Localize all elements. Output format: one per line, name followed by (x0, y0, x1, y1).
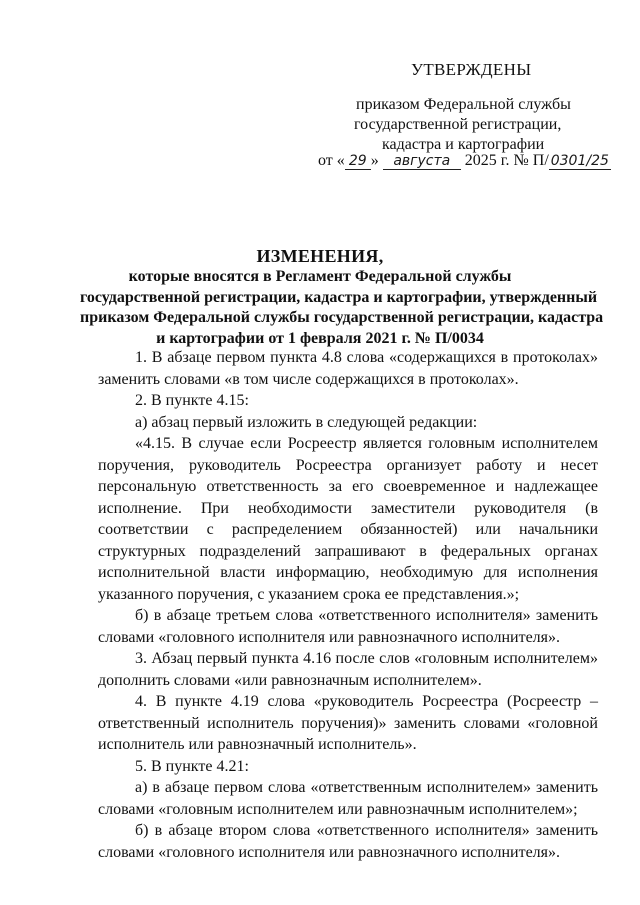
paragraph-6: 3. Абзац первый пункта 4.16 после слов «головным исполнителем» дополнить словами «или равнозначным исполнителем». (98, 650, 598, 689)
paragraph-5: б) в абзаце третьем слова «ответственного исполнителя» заменить словами «головного исполнителя или равнозначного исполнителя». (98, 607, 598, 646)
paragraph-10: б) в абзаце втором слова «ответственного исполнителя» заменить словами «головного исполнителя или равнозначного исполнителя». (98, 822, 598, 861)
year-and-number-prefix: 2025 г. № П/ (464, 152, 549, 169)
approval-line-2: государственной регистрации, (354, 116, 562, 133)
heading-title: ИЗМЕНЕНИЯ, (256, 246, 384, 266)
date-mid: » (370, 152, 379, 169)
paragraph-7: 4. В пункте 4.19 слова «руководитель Росреестра (Росреестр – ответственный исполнитель поручения)» заменить словами «головной исполнитель или равнозначный исполнитель». (98, 693, 598, 753)
heading-line-2: государственной регистрации, кадастра и картографии, утвержденный (80, 288, 598, 306)
date-prefix: от « (318, 152, 345, 169)
handwritten-order-number: 0301/25 (550, 153, 609, 169)
paragraph-4: «4.15. В случае если Росреестр является головным исполнителем поручения, руководитель Росреестра организует работу и несет персональную ответственность за его своевременное и надлежащее исполнение. При необходимости заместители руководителя (в соответствии с распределением обязанностей) или начальники структурных подразделений запрашивают в федеральных органах исполнительной власти информацию, необходимую для исполнения указанного поручения, с указанием срока ее представления.»; (98, 435, 598, 603)
heading-line-4: и картографии от 1 февраля 2021 г. № П/0034 (156, 329, 484, 347)
approval-line-1: приказом Федеральной службы (356, 96, 571, 113)
heading-line-1: которые вносятся в Регламент Федеральной службы (128, 268, 512, 285)
paragraph-1: 1. В абзаце первом пункта 4.8 слова «содержащихся в протоколах» заменить словами «в том числе содержащихся в протоколах». (98, 349, 598, 388)
approval-line-3: кадастра и картографии (382, 136, 545, 153)
handwritten-month: августа (383, 153, 461, 170)
heading-line-3: приказом Федеральной службы государственной регистрации, кадастра (80, 309, 604, 326)
handwritten-day: 29 (345, 153, 371, 170)
paragraph-3: а) абзац первый изложить в следующей редакции: (135, 413, 478, 431)
approval-title: УТВЕРЖДЕНЫ (411, 60, 532, 79)
paragraph-8: 5. В пункте 4.21: (135, 757, 249, 775)
document-body (98, 347, 598, 863)
paragraph-2: 2. В пункте 4.15: (135, 392, 249, 409)
document-heading (80, 245, 604, 349)
approval-date-line (318, 152, 611, 170)
paragraph-9: а) в абзаце первом слова «ответственным исполнителем» заменить словами «головным исполнителем или равнозначным исполнителем»; (98, 779, 598, 818)
